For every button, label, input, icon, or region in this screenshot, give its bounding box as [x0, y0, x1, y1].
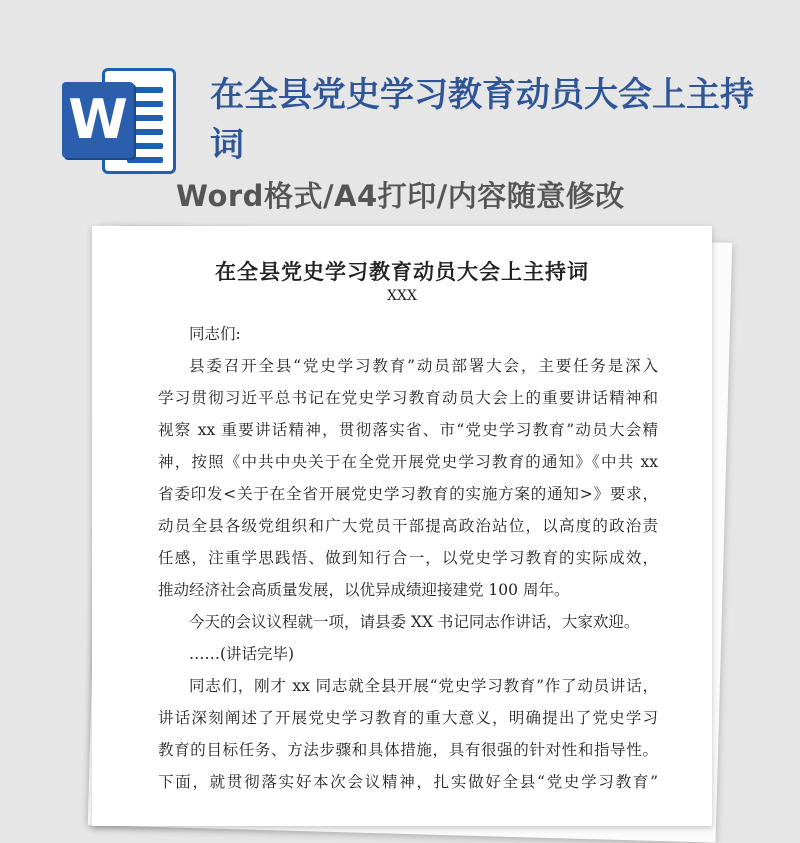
banner-title: 在全县党史学习教育动员大会上主持词: [210, 75, 754, 165]
word-logo-letter: W: [62, 82, 134, 158]
body-line: 同志们:: [189, 325, 241, 343]
body-line: 任感，注重学思践悟、做到知行合一，以党史学习教育的实际成效，: [158, 549, 658, 567]
body-line: 县委召开全县“党史学习教育”动员部署大会，主要任务是深入: [189, 357, 658, 375]
word-app-icon: [62, 62, 182, 182]
document-body: [158, 318, 658, 798]
banner-subtitle: Word格式/A4打印/内容随意修改: [176, 179, 625, 213]
body-line: 教育的目标任务、方法步骤和具体措施，具有很强的针对性和指导性。: [158, 741, 658, 759]
body-line: 省委印发<关于在全省开展党史学习教育的实施方案的通知>》要求，: [158, 485, 658, 503]
document-page: [92, 226, 712, 826]
body-line: 讲话深刻阐述了开展党史学习教育的重大意义，明确提出了党史学习: [158, 709, 658, 727]
body-line: 今天的会议议程就一项，请县委 XX 书记同志作讲话，大家欢迎。: [189, 613, 640, 631]
body-line: 神，按照《中共中央关于在全党开展党史学习教育的通知》《中共 xx: [158, 453, 658, 471]
body-line: 学习贯彻习近平总书记在党史学习教育动员大会上的重要讲话精神和: [158, 389, 658, 407]
body-line: ……(讲话完毕): [189, 645, 295, 663]
document-title: 在全县党史学习教育动员大会上主持词: [215, 259, 589, 284]
body-line: 动员全县各级党组织和广大党员干部提高政治站位，以高度的政治责: [158, 517, 658, 535]
body-line: 推动经济社会高质量发展，以优异成绩迎接建党 100 周年。: [158, 581, 570, 599]
document-author: XXX: [387, 288, 417, 304]
body-line: 下面，就贯彻落实好本次会议精神，扎实做好全县“党史学习教育”: [158, 773, 658, 791]
body-line: 视察 xx 重要讲话精神，贯彻落实省、市“党史学习教育”动员大会精: [158, 421, 658, 439]
body-line: 同志们，刚才 xx 同志就全县开展“党史学习教育”作了动员讲话，: [189, 677, 658, 695]
